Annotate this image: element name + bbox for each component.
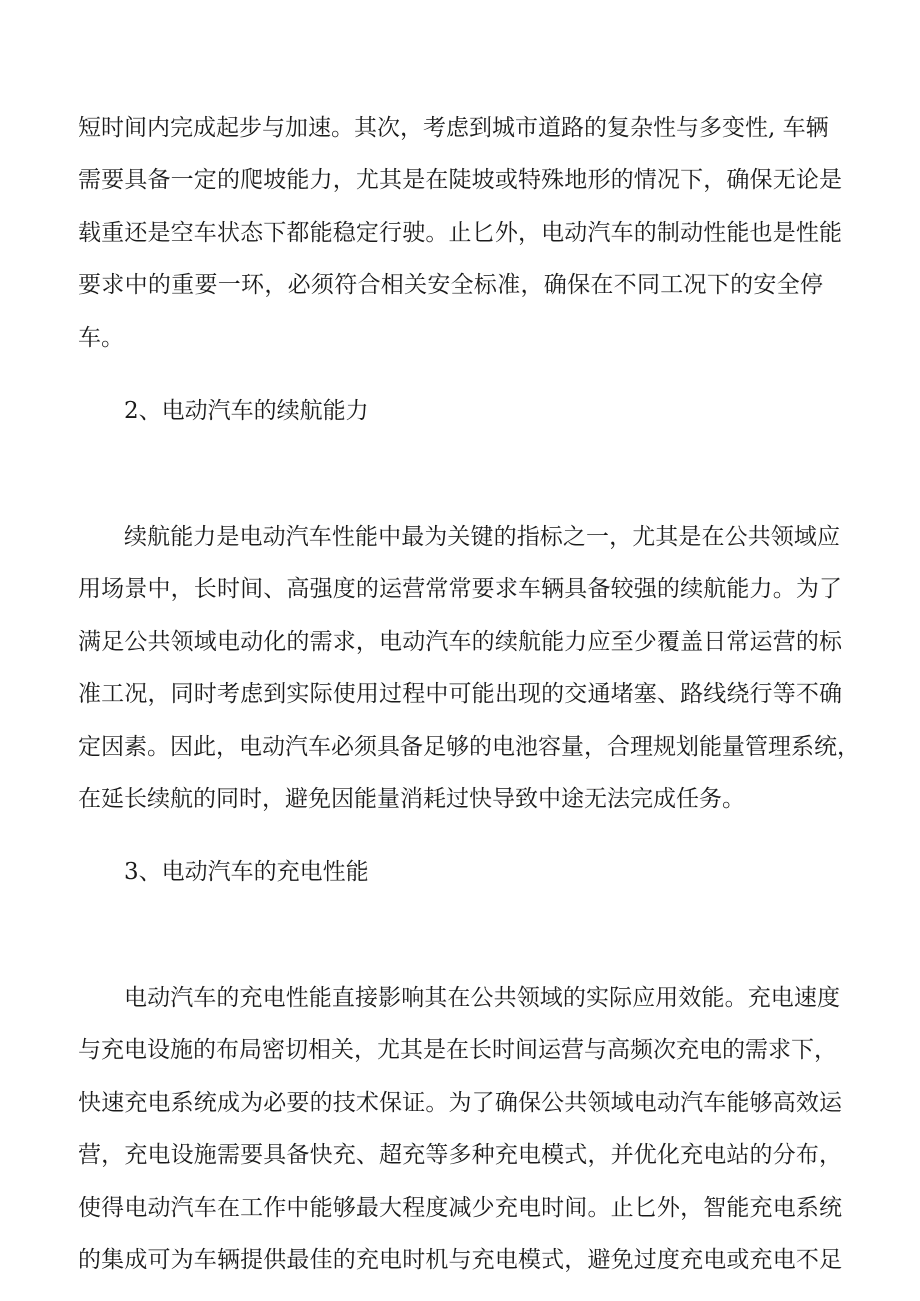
paragraph-line: 电动汽车的充电性能直接影响其在公共领域的实际应用效能。充电速度 (124, 985, 840, 1011)
paragraph-line: 定因素。因此，电动汽车必须具备足够的电池容量，合理规划能量管理系统， (78, 734, 860, 760)
paragraph-line: 的集成可为车辆提供最佳的充电时机与充电模式，避免过度充电或充电不足 (78, 1247, 842, 1273)
paragraph-line: 续航能力是电动汽车性能中最为关键的指标之一，尤其是在公共领域应 (124, 524, 840, 550)
paragraph-line: 与充电设施的布局密切相关，尤其是在长时间运营与高频次充电的需求下， (78, 1037, 837, 1063)
paragraph-line: 短时间内完成起步与加速。其次，考虑到城市道路的复杂性与多变性, 车辆 (78, 115, 829, 141)
paragraph-line: 要求中的重要一环，必须符合相关安全标准，确保在不同工况下的安全停 (78, 272, 823, 298)
paragraph-line: 在延长续航的同时，避免因能量消耗过快导致中途无法完成任务。 (78, 786, 745, 812)
paragraph-line: 载重还是空车状态下都能稳定行驶。止匕外，电动汽车的制动性能也是性能 (78, 220, 842, 246)
paragraph-line: 用场景中，长时间、高强度的运营常常要求车辆具备较强的续航能力。为了 (78, 576, 842, 602)
paragraph-line: 使得电动汽车在工作中能够最大程度减少充电时间。止匕外，智能充电系统 (78, 1195, 842, 1221)
section-heading: 3、电动汽车的充电性能 (124, 859, 369, 885)
paragraph-line: 营，充电设施需要具备快充、超充等多种充电模式，并优化充电站的分布， (78, 1142, 842, 1168)
paragraph-line: 车。 (78, 325, 124, 351)
paragraph-line: 需要具备一定的爬坡能力，尤其是在陡坡或特殊地形的情况下，确保无论是 (78, 167, 842, 193)
section-heading: 2、电动汽车的续航能力 (124, 398, 369, 424)
paragraph-line: 快速充电系统成为必要的技术保证。为了确保公共领域电动汽车能够高效运 (78, 1090, 842, 1116)
paragraph-line: 满足公共领域电动化的需求，电动汽车的续航能力应至少覆盖日常运营的标 (78, 629, 842, 655)
paragraph-line: 准工况，同时考虑到实际使用过程中可能出现的交通堵塞、路线绕行等不确 (78, 681, 842, 707)
